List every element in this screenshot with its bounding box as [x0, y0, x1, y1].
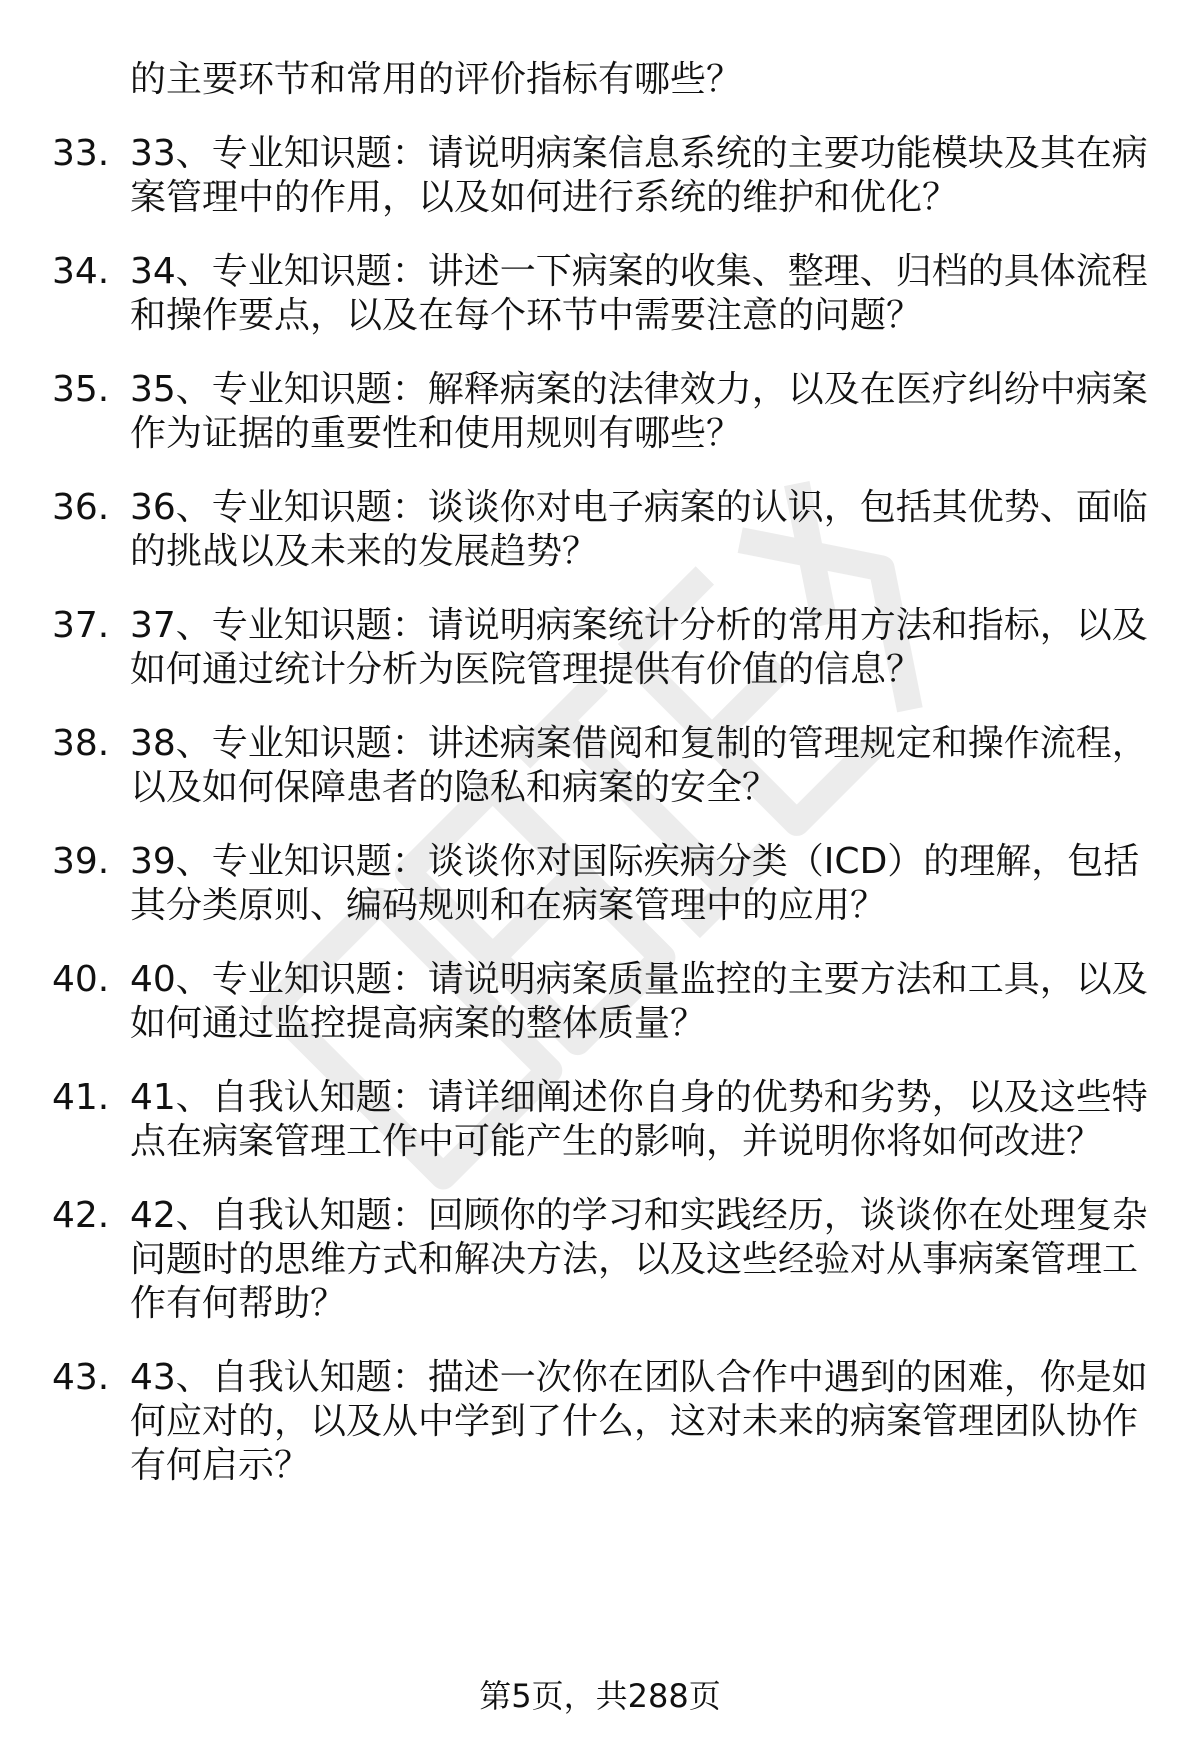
question-line: 38、专业知识题：讲述病案借阅和复制的管理规定和操作流程，: [130, 723, 1148, 764]
question-line: 如何通过统计分析为医院管理提供有价值的信息？: [130, 649, 923, 690]
question-line: 41、自我认知题：请详细阐述你自身的优势和劣势，以及这些特: [130, 1077, 1148, 1118]
question-line: 其分类原则、编码规则和在病案管理中的应用？: [130, 885, 887, 926]
question-line: 案管理中的作用，以及如何进行系统的维护和优化？: [130, 177, 959, 218]
question-line: 36、专业知识题：谈谈你对电子病案的认识，包括其优势、面临: [130, 487, 1148, 528]
question-number: 35.: [52, 369, 110, 410]
question-line: 作为证据的重要性和使用规则有哪些？: [130, 413, 743, 454]
question-number: 43.: [52, 1357, 110, 1398]
question-line: 以及如何保障患者的隐私和病案的安全？: [130, 767, 779, 808]
question-line: 问题时的思维方式和解决方法，以及这些经验对从事病案管理工: [130, 1239, 1139, 1280]
question-line: 37、专业知识题：请说明病案统计分析的常用方法和指标，以及: [130, 605, 1148, 646]
question-number: 38.: [52, 723, 110, 764]
question-line: 35、专业知识题：解释病案的法律效力，以及在医疗纠纷中病案: [130, 369, 1148, 410]
question-line: 42、自我认知题：回顾你的学习和实践经历，谈谈你在处理复杂: [130, 1195, 1148, 1236]
question-line: 的挑战以及未来的发展趋势？: [130, 531, 599, 572]
question-line: 和操作要点，以及在每个环节中需要注意的问题？: [130, 295, 923, 336]
question-line: 33、专业知识题：请说明病案信息系统的主要功能模块及其在病: [130, 133, 1148, 174]
page-footer: 第5页，共288页: [479, 1677, 721, 1715]
question-number: 33.: [52, 133, 110, 174]
question-line: 作有何帮助？: [130, 1283, 347, 1324]
question-number: 40.: [52, 959, 110, 1000]
question-number: 42.: [52, 1195, 110, 1236]
continuation-line: 的主要环节和常用的评价指标有哪些？: [130, 59, 743, 100]
question-number: 39.: [52, 841, 110, 882]
question-number: 36.: [52, 487, 110, 528]
question-line: 34、专业知识题：讲述一下病案的收集、整理、归档的具体流程: [130, 251, 1148, 292]
question-line: 40、专业知识题：请说明病案质量监控的主要方法和工具，以及: [130, 959, 1148, 1000]
question-line: 点在病案管理工作中可能产生的影响，并说明你将如何改进？: [130, 1121, 1103, 1162]
question-line: 43、自我认知题：描述一次你在团队合作中遇到的困难，你是如: [130, 1357, 1148, 1398]
question-number: 37.: [52, 605, 110, 646]
question-line: 有何启示？: [130, 1445, 311, 1486]
question-line: 39、专业知识题：谈谈你对国际疾病分类（ICD）的理解，包括: [130, 841, 1140, 882]
question-number: 34.: [52, 251, 110, 292]
question-line: 何应对的，以及从中学到了什么，这对未来的病案管理团队协作: [130, 1401, 1139, 1442]
question-line: 如何通过监控提高病案的整体质量？: [130, 1003, 707, 1044]
question-number: 41.: [52, 1077, 110, 1118]
